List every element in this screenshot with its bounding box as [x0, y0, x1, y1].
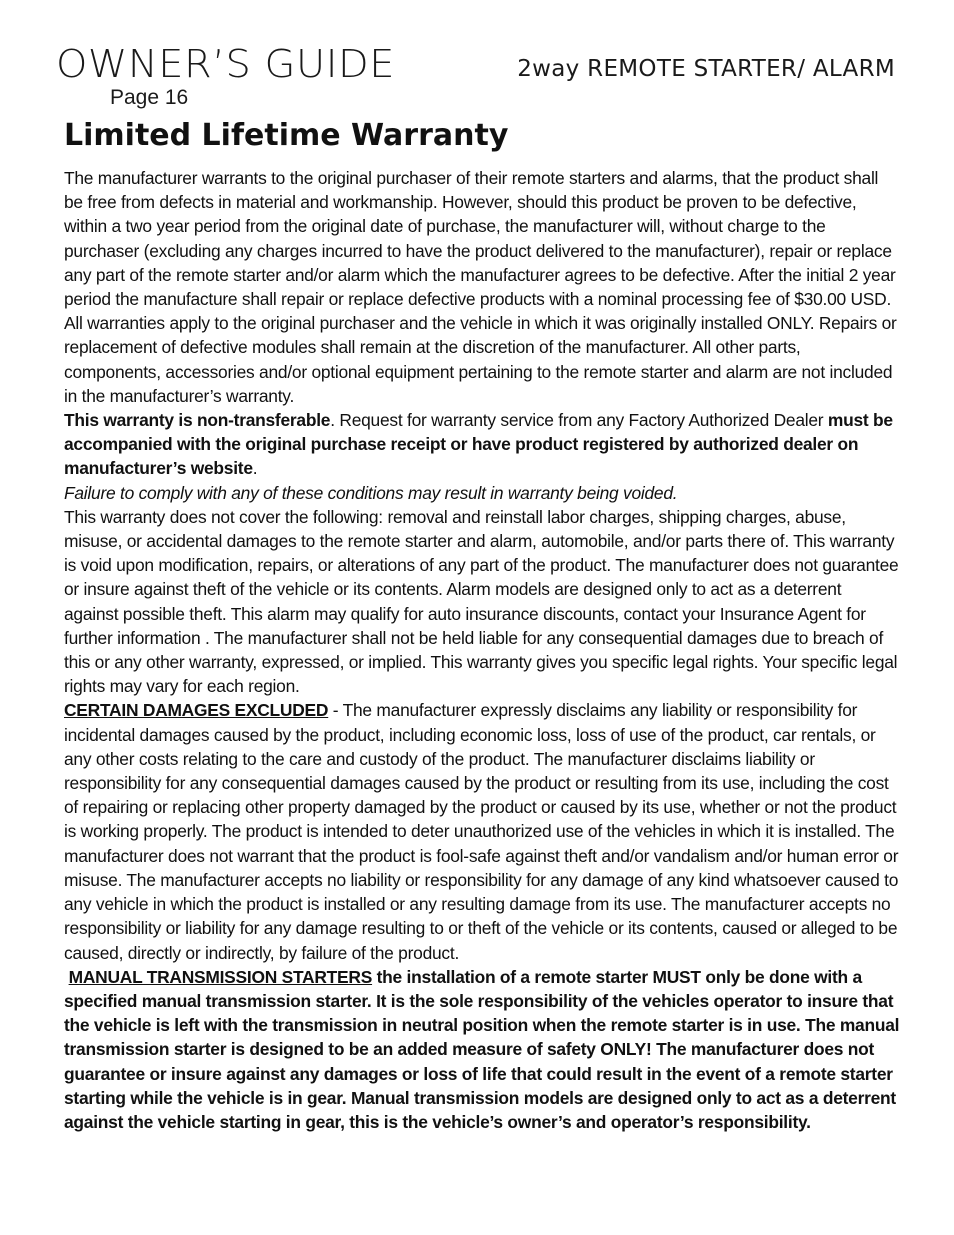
failure-notice: Failure to comply with any of these conditions may result in warranty being voided. — [64, 482, 678, 503]
transfer-end: . — [252, 458, 258, 479]
damages-paragraph — [64, 698, 900, 964]
warranty-body — [64, 166, 900, 1134]
guide-title: OWNER’S GUIDE — [56, 42, 395, 86]
non-transferable-label: This warranty is non-transferable — [64, 410, 331, 431]
manual-transmission-label: MANUAL TRANSMISSION STARTERS — [68, 966, 373, 987]
receipt-requirement: must be accompanied with the original purchase receipt or have product registered by authorized dealer on manufacturer’s website — [64, 410, 893, 479]
damages-excluded-label: CERTAIN DAMAGES EXCLUDED — [64, 700, 329, 721]
intro-paragraph: The manufacturer warrants to the original purchaser of their remote starters and alarms, that the product shall be free from defects in material and workmanship. However, should this product be proven to be defective, within a two year period from the original date of purchase, the manufacturer will, without charge to the purchaser (excluding any charges incurred to have the product delivered to the manufacturer), repair or replace any part of the remote starter and/or alarm which the manufacturer agrees to be defective. After the initial 2 year period the manufacture shall repair or replace defective products with a nominal processing fee of $30.00 USD. All warranties apply to the original purchaser and the vehicle in which it was originally installed ONLY. Repairs or replacement of defective modules shall remain at the discretion of the manufacturer. All other parts, components, accessories and/or optional equipment pertaining to the remote starter and alarm are not included in the manufacturer’s warranty. — [64, 168, 897, 406]
manual-transmission-text: the installation of a remote starter MUST only be done with a specified manual transmission starter. It is the sole responsibility of the vehicles operator to insure that the vehicle is left with the transmission in neutral position when the remote starter is in use. The manual transmission starter is designed to be an added measure of safety ONLY! The manufacturer does not guarantee or insure against any damages or loss of life that could result in the event of a remote starter starting while the vehicle is in gear. Manual transmission models are designed only to act as a deterrent against the vehicle starting in gear, this is the vehicle’s owner’s and operator’s responsibility. — [64, 966, 900, 1132]
manual-transmission-paragraph — [64, 965, 900, 1134]
transfer-paragraph — [64, 408, 900, 481]
damages-text: - The manufacturer expressly disclaims any liability or responsibility for incidental damages caused by the product, including economic loss, loss of use of the product, car rentals, or any other costs relating to the care and custody of the product. The manufacturer disclaims liability or responsibility for any consequential damages caused by the product or resulting from its use, including the cost of repairing or replacing other property damaged by the product or caused by its use, whether or not the product is working properly. The product is intended to deter unauthorized use of the vehicles in which it is installed. The manufacturer does not warrant that the product is fool-safe against theft and/or vandalism and/or human error or misuse. The manufacturer accepts no liability or responsibility for any damage of any kind whatsoever caused to any vehicle in which the product is installed or any resulting damage from its use. The manufacturer accepts no responsibility or liability for any damage resulting to or theft of the vehicle or its contents, caused or alleged to be caused, directly or indirectly, by failure of the product. — [64, 700, 899, 963]
product-title: 2way REMOTE STARTER/ ALARM — [517, 56, 895, 82]
not-covered-paragraph: This warranty does not cover the following: removal and reinstall labor charges, shipping charges, abuse, misuse, or accidental damages to the remote starter and alarm, automobile, and/or parts there of. This warranty is void upon modification, repairs, or alterations of any part of the product. The manufacturer does not guarantee or insure against theft of the vehicle or its contents. Alarm models are designed only to act as a deterrent against possible theft. This alarm may qualify for auto insurance discounts, contact your Insurance Agent for further information . The manufacturer shall not be held liable for any consequential damages due to breach of this or any other warranty, expressed, or implied. This warranty gives you specific legal rights. Your specific legal rights may vary for each region. — [64, 506, 899, 697]
page-number: Page 16 — [110, 86, 189, 109]
transfer-text: . Request for warranty service from any Factory Authorized Dealer — [330, 410, 828, 431]
page-heading: Limited Lifetime Warranty — [64, 118, 509, 153]
page-header — [56, 40, 901, 120]
